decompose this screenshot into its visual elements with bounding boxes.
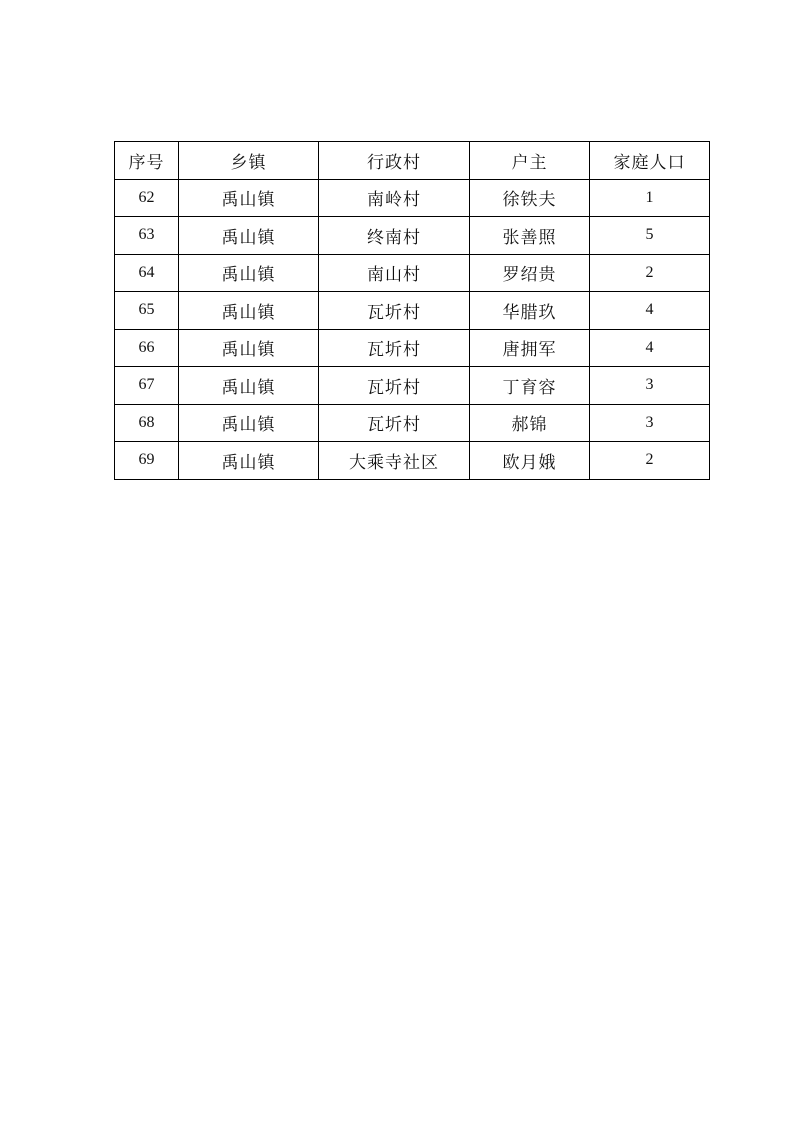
cell-village: 南山村 [319, 254, 470, 292]
cell-village: 瓦圻村 [319, 292, 470, 330]
table-row [115, 254, 710, 292]
cell-serial-number: 67 [115, 367, 179, 405]
table-header-row [115, 142, 710, 180]
cell-family-size: 2 [590, 442, 710, 480]
household-table [114, 141, 710, 480]
cell-family-size: 4 [590, 329, 710, 367]
cell-township: 禹山镇 [179, 442, 319, 480]
cell-village: 南岭村 [319, 179, 470, 217]
header-township: 乡镇 [179, 142, 319, 180]
cell-family-size: 2 [590, 254, 710, 292]
cell-family-size: 1 [590, 179, 710, 217]
cell-serial-number: 66 [115, 329, 179, 367]
table-row [115, 217, 710, 255]
cell-serial-number: 62 [115, 179, 179, 217]
header-family-size: 家庭人口 [590, 142, 710, 180]
cell-household-head: 张善照 [470, 217, 590, 255]
cell-township: 禹山镇 [179, 254, 319, 292]
cell-serial-number: 68 [115, 404, 179, 442]
cell-household-head: 徐铁夫 [470, 179, 590, 217]
header-serial-number: 序号 [115, 142, 179, 180]
cell-township: 禹山镇 [179, 329, 319, 367]
cell-village: 瓦圻村 [319, 367, 470, 405]
cell-township: 禹山镇 [179, 217, 319, 255]
header-household-head: 户主 [470, 142, 590, 180]
cell-family-size: 4 [590, 292, 710, 330]
table-row [115, 404, 710, 442]
table-row [115, 442, 710, 480]
cell-serial-number: 69 [115, 442, 179, 480]
cell-village: 大乘寺社区 [319, 442, 470, 480]
cell-serial-number: 65 [115, 292, 179, 330]
cell-village: 瓦圻村 [319, 404, 470, 442]
table-row [115, 179, 710, 217]
table-row [115, 329, 710, 367]
cell-family-size: 3 [590, 367, 710, 405]
cell-village: 瓦圻村 [319, 329, 470, 367]
cell-household-head: 丁育容 [470, 367, 590, 405]
cell-household-head: 罗绍贵 [470, 254, 590, 292]
table-row [115, 367, 710, 405]
table-row [115, 292, 710, 330]
cell-township: 禹山镇 [179, 179, 319, 217]
cell-household-head: 华腊玖 [470, 292, 590, 330]
cell-household-head: 欧月娥 [470, 442, 590, 480]
header-administrative-village: 行政村 [319, 142, 470, 180]
cell-serial-number: 64 [115, 254, 179, 292]
cell-family-size: 5 [590, 217, 710, 255]
cell-family-size: 3 [590, 404, 710, 442]
cell-household-head: 郝锦 [470, 404, 590, 442]
cell-household-head: 唐拥军 [470, 329, 590, 367]
cell-serial-number: 63 [115, 217, 179, 255]
cell-village: 终南村 [319, 217, 470, 255]
cell-township: 禹山镇 [179, 367, 319, 405]
cell-township: 禹山镇 [179, 292, 319, 330]
cell-township: 禹山镇 [179, 404, 319, 442]
